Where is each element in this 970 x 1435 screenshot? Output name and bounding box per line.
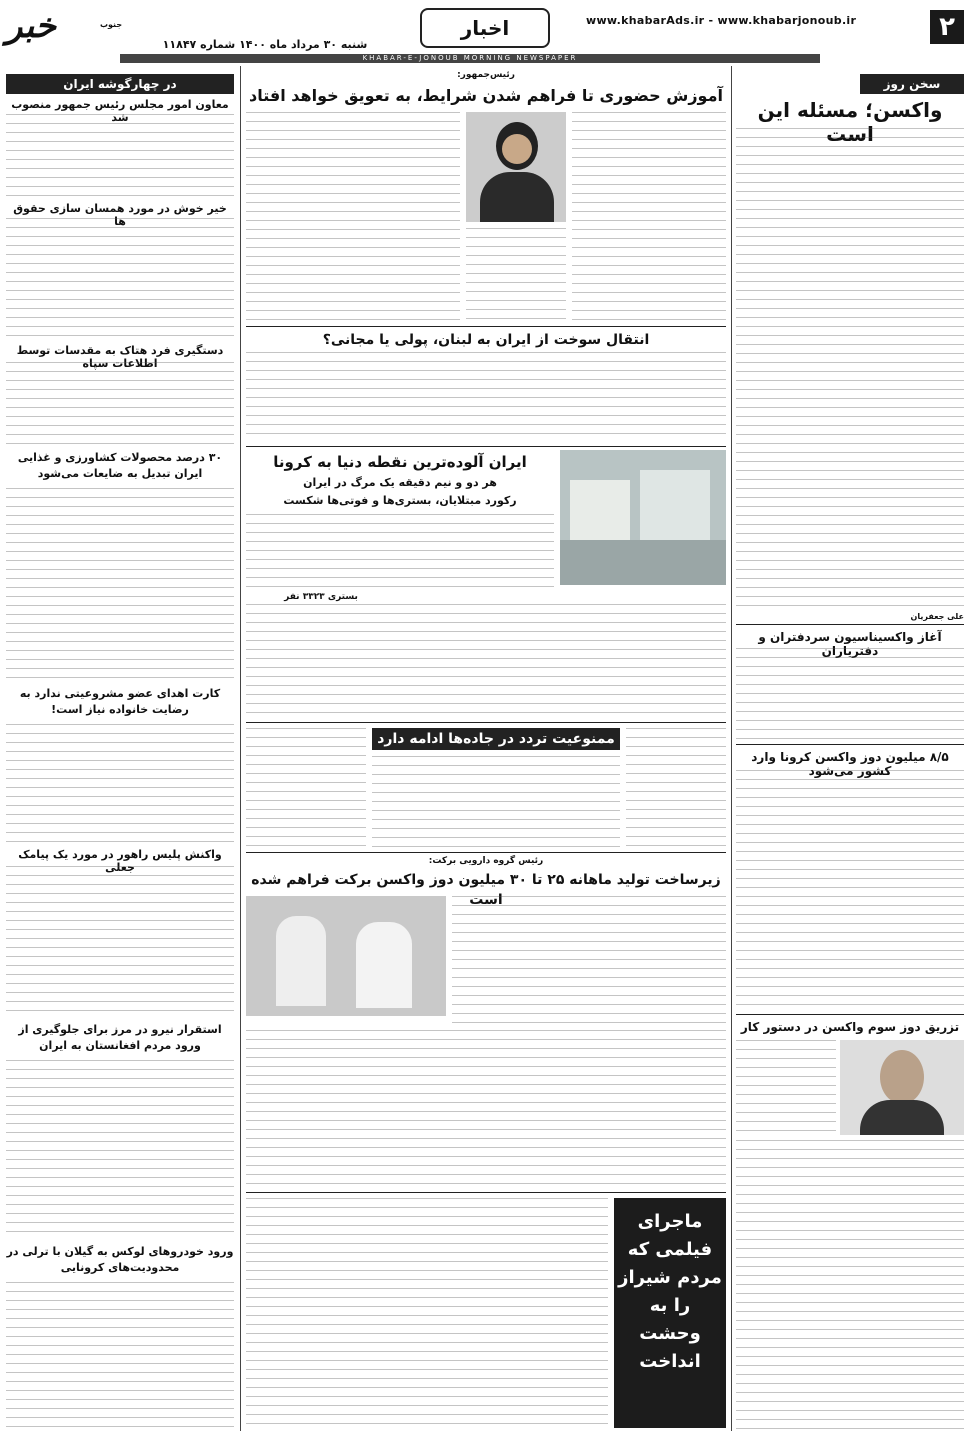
article-body <box>246 1030 726 1188</box>
divider <box>246 446 726 447</box>
article-body <box>6 1282 234 1430</box>
headline: انتقال سوخت از ایران به لبنان، پولی یا مجانی؟ <box>322 332 650 348</box>
headline: تزریق دوز سوم واکسن در دستور کار <box>740 1020 960 1034</box>
divider <box>736 744 964 745</box>
subheadline: هر دو و نیم دقیقه یک مرگ در ایران <box>303 476 497 489</box>
article-body <box>452 896 726 1026</box>
article-body <box>736 648 964 740</box>
headline: استقرار نیرو در مرز برای جلوگیری از ورود مردم افغانستان به ایران <box>18 1023 222 1052</box>
lab-photo <box>246 896 446 1016</box>
divider <box>246 722 726 723</box>
editorial-author: علی جعفریان <box>910 612 964 621</box>
headline: ورود خودروهای لوکس به گیلان با ترلی در محدودیت‌های کرونایی <box>6 1245 234 1274</box>
english-band: KHABAR-E-JONOUB MORNING NEWSPAPER <box>120 54 820 63</box>
article-body <box>6 218 234 340</box>
headline: واکنش پلیس راهور در مورد یک پیامک جعلی <box>18 848 222 874</box>
editorial-body <box>736 128 964 608</box>
feature-headline: ماجرای فیلمی که مردم شیراز را به وحشت انداخت <box>618 1211 722 1372</box>
article-body <box>246 514 554 588</box>
newspaper-logo: خبر <box>6 6 57 46</box>
headline-banner: ممنوعیت تردد در جاده‌ها ادامه دارد <box>372 728 620 750</box>
article-body <box>246 112 460 322</box>
article-body <box>6 724 234 842</box>
article-body <box>246 604 726 720</box>
article-body <box>736 770 964 1010</box>
headline: آموزش حضوری تا فراهم شدن شرایط، به تعویق خواهد افتاد <box>249 86 723 105</box>
headline: خیر خوش در مورد همسان سازی حقوق ها <box>13 202 227 228</box>
article-body <box>6 866 234 1016</box>
subheading: بستری ۳۳۲۳ نفر <box>284 592 358 602</box>
headline: ۸/۵ میلیون دوز واکسن کرونا وارد کشور می‌شود <box>751 750 949 778</box>
headline: آغاز واکسیناسیون سردفتران و دفترياران <box>758 630 942 658</box>
divider <box>246 1192 726 1193</box>
article-body <box>246 352 726 442</box>
article-body <box>246 1198 608 1428</box>
headline: معاون امور مجلس رئیس جمهور منصوب شد <box>11 98 229 124</box>
news-roundup-tag: در چهارگوشه ایران <box>6 74 234 94</box>
article-body <box>626 728 726 848</box>
article-body <box>736 1040 836 1135</box>
site-urls[interactable]: www.khabarAds.ir - www.khabarjonoub.ir <box>586 14 857 27</box>
hospital-photo <box>560 450 726 585</box>
official-photo <box>840 1040 964 1135</box>
article-body <box>736 1140 964 1430</box>
headline: کارت اهدای عضو مشروعیتی ندارد به رضایت خانواده نیاز است! <box>19 687 221 716</box>
page-number: ۲ <box>930 10 964 44</box>
issue-date: شنبه ۳۰ مرداد ماه ۱۴۰۰ شماره ۱۱۸۴۷ <box>162 38 368 51</box>
divider <box>736 624 964 625</box>
divider <box>246 852 726 853</box>
article-body <box>246 728 366 848</box>
article-body <box>6 488 234 680</box>
article-body <box>372 756 620 848</box>
editorial-tag: سخن روز <box>860 74 964 94</box>
headline: ایران آلوده‌ترین نقطه دنیا به کرونا <box>273 453 527 471</box>
subheadline: رکورد مبتلایان، بستری‌ها و فوتی‌ها شکست <box>283 494 517 507</box>
article-body <box>466 228 566 322</box>
kicker: رئیس‌جمهور: <box>457 70 515 80</box>
headline: دستگیری فرد هتاک به مقدسات توسط اطلاعات سپاه <box>16 344 224 370</box>
article-body <box>6 1060 234 1238</box>
divider <box>736 1014 964 1015</box>
column-divider <box>240 66 241 1431</box>
column-divider <box>731 66 732 1431</box>
divider <box>246 326 726 327</box>
kicker: رئیس گروه دارویی برکت: <box>428 856 544 866</box>
article-body <box>6 362 234 444</box>
article-body <box>572 112 726 322</box>
editorial-title: واکسن؛ مسئله این است <box>757 98 943 146</box>
section-label: اخبار <box>420 8 550 48</box>
headline: زیرساخت تولید ماهانه ۲۵ تا ۳۰ میلیون دوز واکسن برکت فراهم شده است <box>251 872 721 908</box>
article-body <box>6 114 234 198</box>
logo-subtitle: جنوب <box>100 20 123 29</box>
headline: ۳۰ درصد محصولات کشاورزی و غذایی ایران تبدیل به ضایعات می‌شود <box>17 451 223 480</box>
president-photo <box>466 112 566 222</box>
